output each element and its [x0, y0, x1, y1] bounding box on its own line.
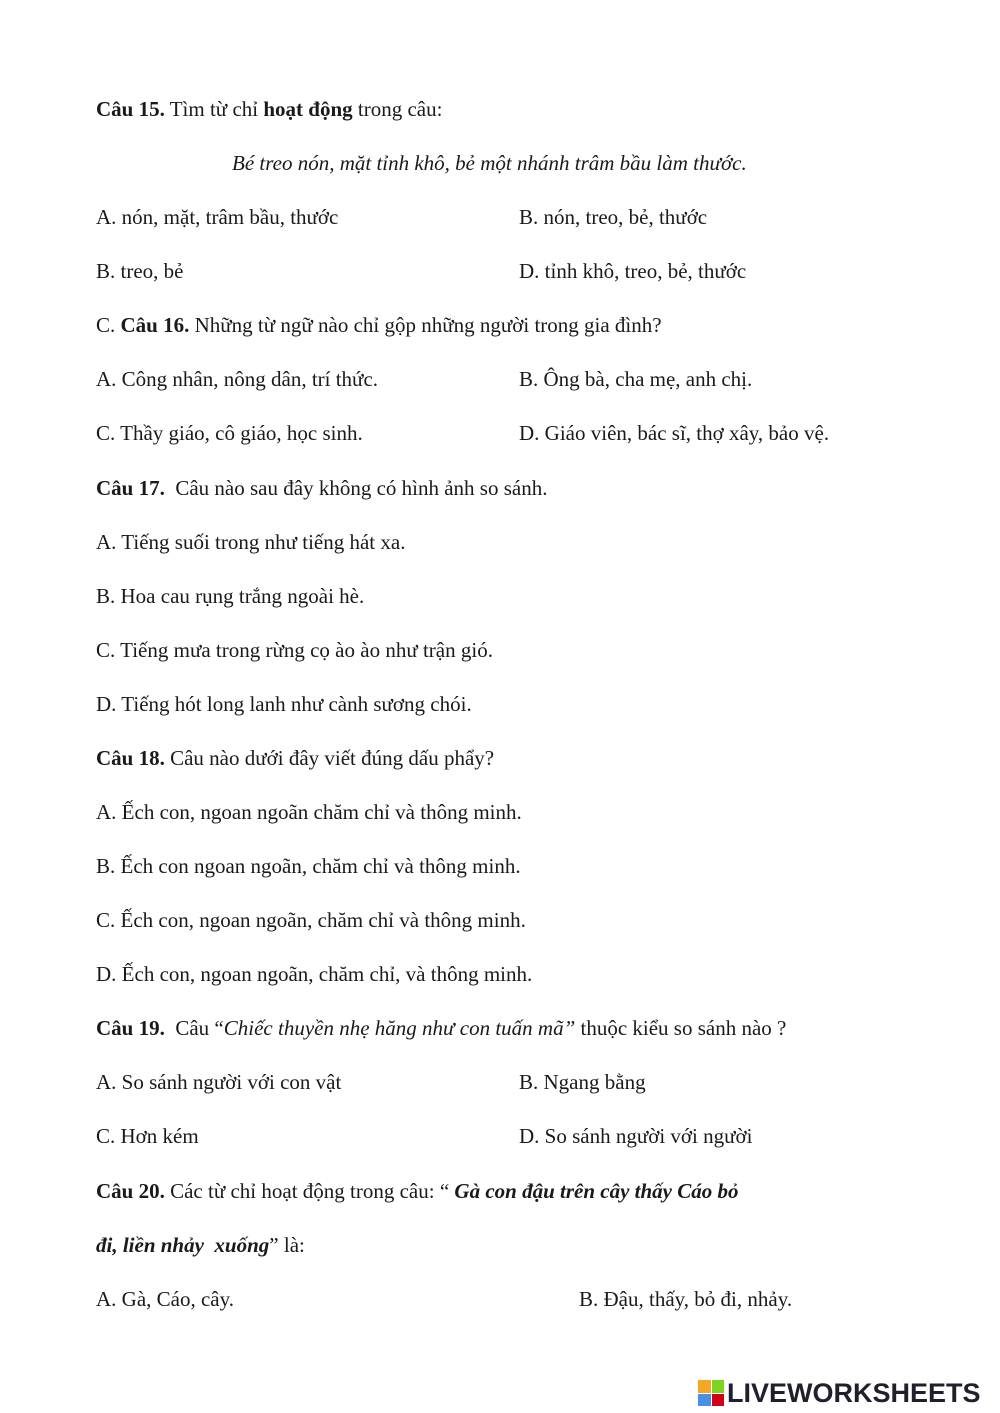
q19-label: Câu 19. [96, 1016, 165, 1040]
q16-stem [96, 312, 662, 338]
liveworksheets-logo-icon [698, 1380, 724, 1406]
q17-option-b: B. Hoa cau rụng trắng ngoài hè. [96, 584, 365, 608]
q17-label: Câu 17. [96, 476, 165, 500]
q15-text-pre: Tìm từ chỉ [164, 97, 264, 121]
q17-text: Câu nào sau đây không có hình ảnh so sánh. [164, 476, 548, 500]
q15-sentence-text: Bé treo nón, mặt tỉnh khô, bẻ một nhánh trâm bầu làm thước. [232, 151, 747, 175]
q19-option-b: B. Ngang bằng [519, 1070, 646, 1094]
q20-text-pre: Các từ chỉ hoạt động trong câu: “ [164, 1179, 455, 1203]
liveworksheets-logo-text: LIVEWORKSHEETS [727, 1377, 981, 1408]
q16-option-b: B. Ông bà, cha mẹ, anh chị. [519, 367, 753, 391]
q20-quote-line2: đi, liền nhảy xuống [96, 1233, 270, 1257]
q16-prefix: C. [96, 313, 121, 337]
q16-option-c: C. Thầy giáo, cô giáo, học sinh. [96, 421, 363, 445]
q15-option-b: B. nón, treo, bẻ, thước [519, 205, 708, 229]
q16-text: Những từ ngữ nào chỉ gộp những người trong gia đình? [189, 313, 662, 337]
logo-square-3 [698, 1394, 711, 1407]
q18-option-c: C. Ếch con, ngoan ngoãn, chăm chỉ và thông minh. [96, 908, 526, 932]
q19-text-pre: Câu “ [164, 1016, 224, 1040]
q20-label: Câu 20. [96, 1179, 165, 1203]
q19-stem [96, 1015, 786, 1041]
q19-option-a: A. So sánh người với con vật [96, 1070, 342, 1094]
q16-label: Câu 16. [120, 313, 190, 337]
q18-option-d: D. Ếch con, ngoan ngoãn, chăm chỉ, và thông minh. [96, 962, 533, 986]
q20-stem-line2 [96, 1232, 305, 1258]
q17-stem [96, 475, 547, 501]
q20-quote-line1: Gà con đậu trên cây thấy Cáo bỏ [454, 1179, 739, 1203]
q15-text-post: trong câu: [352, 97, 443, 121]
logo-square-2 [712, 1380, 725, 1393]
q17-option-a: A. Tiếng suối trong như tiếng hát xa. [96, 530, 406, 554]
q18-text: Câu nào dưới đây viết đúng dấu phẩy? [164, 746, 495, 770]
q15-option-c: B. treo, bẻ [96, 259, 184, 283]
q20-stem [96, 1178, 739, 1204]
logo-square-1 [698, 1380, 711, 1393]
q15-sentence [232, 150, 747, 176]
q20-option-a: A. Gà, Cáo, cây. [96, 1287, 235, 1311]
q19-quote: Chiếc thuyền nhẹ hăng như con tuấn mã” [223, 1016, 576, 1040]
q16-option-a: A. Công nhân, nông dân, trí thức. [96, 367, 379, 391]
q18-option-b: B. Ếch con ngoan ngoãn, chăm chỉ và thông minh. [96, 854, 521, 878]
q16-option-d: D. Giáo viên, bác sĩ, thợ xây, bảo vệ. [519, 421, 830, 445]
q20-option-b: B. Đậu, thấy, bỏ đi, nhảy. [579, 1287, 793, 1311]
q17-option-d: D. Tiếng hót long lanh như cành sương chói. [96, 692, 472, 716]
q18-label: Câu 18. [96, 746, 165, 770]
q20-text-post: ” là: [269, 1233, 305, 1257]
q15-option-d: D. tỉnh khô, treo, bẻ, thước [519, 259, 747, 283]
q18-option-a: A. Ếch con, ngoan ngoãn chăm chỉ và thông minh. [96, 800, 522, 824]
q18-stem [96, 745, 494, 771]
logo-square-4 [712, 1394, 725, 1407]
q19-option-c: C. Hơn kém [96, 1124, 199, 1148]
q17-option-c: C. Tiếng mưa trong rừng cọ ào ào như trận gió. [96, 638, 493, 662]
q15-label: Câu 15. [96, 97, 165, 121]
liveworksheets-logo [698, 1378, 981, 1408]
q15-stem [96, 96, 442, 122]
q19-text-post: thuộc kiểu so sánh nào ? [575, 1016, 787, 1040]
q15-text-bold: hoạt động [263, 97, 353, 121]
q19-option-d: D. So sánh người với người [519, 1124, 753, 1148]
q15-option-a: A. nón, mặt, trâm bầu, thước [96, 205, 339, 229]
